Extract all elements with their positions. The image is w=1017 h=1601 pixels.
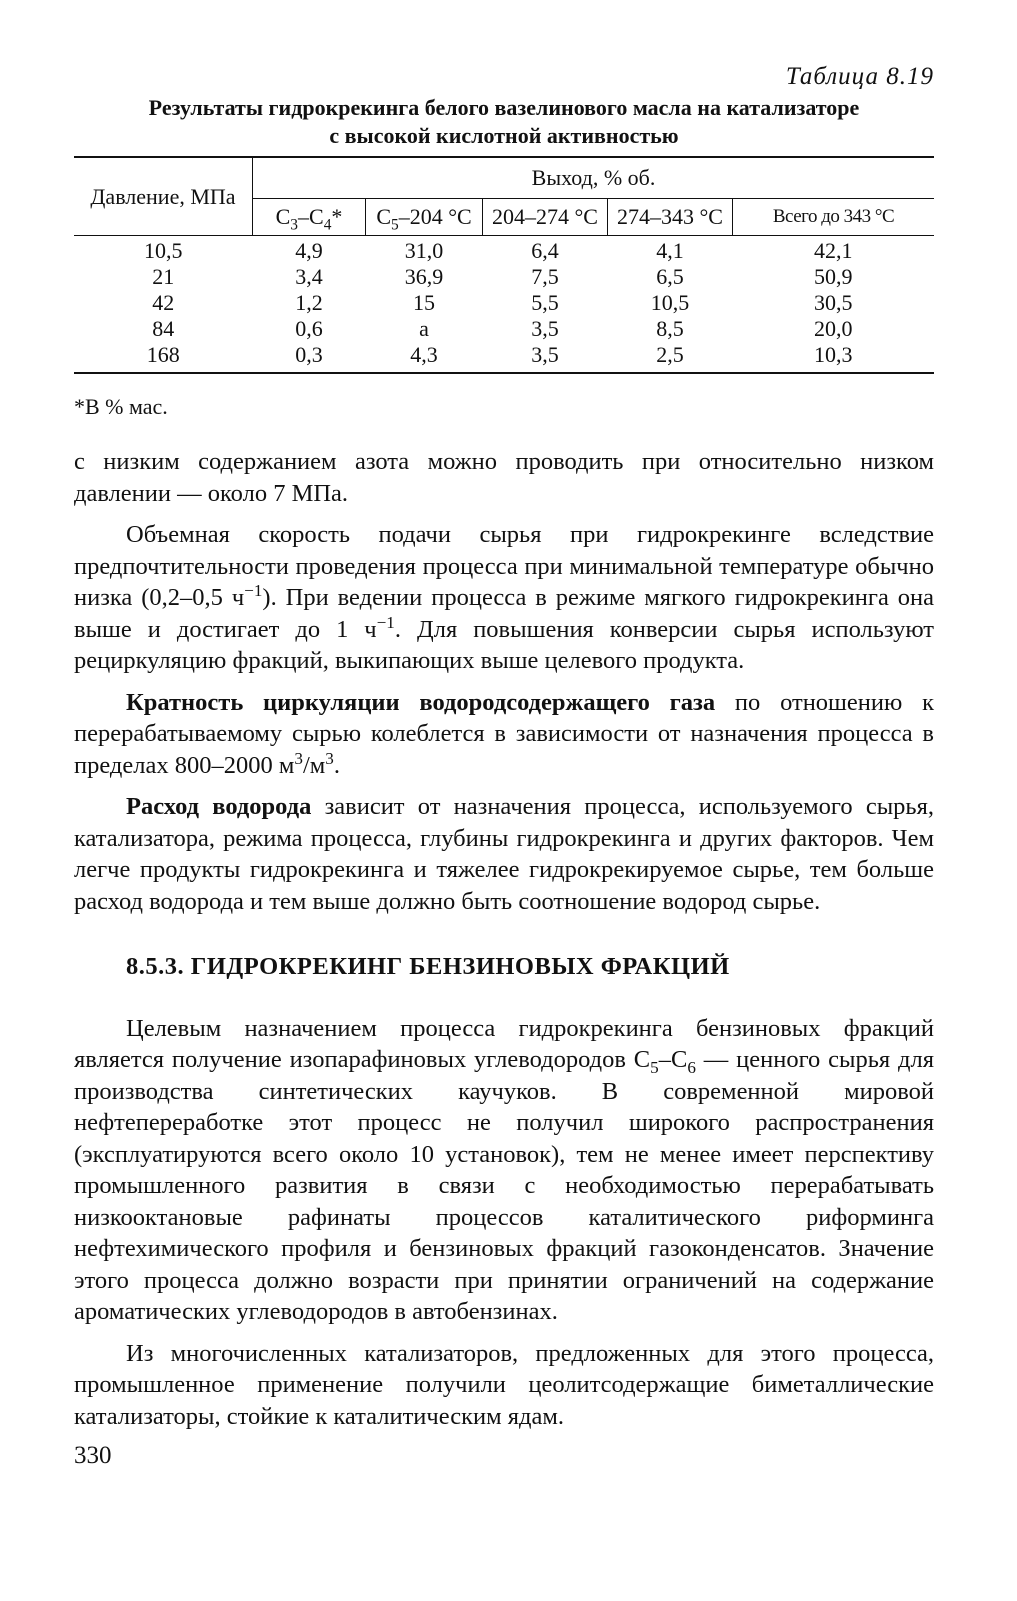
table-cell: 31,0 — [366, 236, 483, 265]
table-cell: 3,5 — [531, 316, 559, 341]
table-cell: 10,5 — [74, 236, 253, 265]
yield-header: Выход, % об. — [253, 157, 935, 199]
table-row — [74, 342, 934, 373]
table-cell: 6,4 — [483, 236, 608, 265]
table-row — [74, 236, 934, 265]
table-cell: 3,5 — [483, 342, 608, 373]
body-text — [74, 446, 934, 1432]
table-cell: 4,3 — [366, 342, 483, 373]
paragraph-6: Из многочисленных катализаторов, предложенных для этого процесса, промышленное применение получили цеолитсодержащие биметаллические катализаторы, стойкие к каталитическим ядам. — [74, 1339, 934, 1430]
table-cell: 36,9 — [404, 264, 444, 289]
col-header-c5-204: $C_5-204$ °C — [366, 199, 483, 236]
table-cell: 42,1 — [733, 236, 935, 265]
table-cell: 5,5 — [531, 290, 559, 315]
table-title — [74, 94, 934, 150]
table-cell: 2,5 — [608, 342, 733, 373]
term-circulation: Кратность циркуляции водородсодержащего газа — [126, 688, 716, 716]
table-cell: 1,2 — [295, 290, 323, 315]
term-hydrogen-consumption: Расход водорода — [126, 793, 312, 820]
col-header-204-274: 204–274 °C — [483, 199, 608, 236]
col-header-274-343: 274–343 °C — [608, 199, 733, 236]
pressure-header: Давление, МПа — [74, 157, 253, 236]
table-cell: 10,5 — [650, 290, 690, 315]
table-cell: 42 — [152, 290, 175, 315]
table-title-line-1: Результаты гидрокрекинга белого вазелинового масла на катализаторе — [148, 95, 860, 120]
table-cell: 8,5 — [656, 316, 684, 341]
table-cell: 4,1 — [608, 236, 733, 265]
table-cell: 0,6 — [295, 316, 323, 341]
table-cell: 6,5 — [656, 264, 684, 289]
paragraph-3: Кратность циркуляции водородсодержащего газа по отношению к перерабатываемому сырью колеблется в зависимости от назначения процесса в пределах 800–2000 $м^3/м^3$. — [74, 688, 935, 779]
paragraph-5: Целевым назначением процесса гидрокрекинга бензиновых фракций является получение изопарафиновых углеводородов $С_5-С_6$ — ценного сырья для производства синтетических каучуков. В современной мировой нефтепереработке этот процесс не получил широкого распространения (эксплуатируются всего около 10 установок), тем не менее имеет перспективу промышленного развития в связи с необходимостью перерабатывать низкооктановые рафинаты процессов каталитического риформинга нефтехимического профиля и бензиновых фракций газоконденсатов. Значение этого процесса должно возрасти при принятии ограничений на содержание ароматических углеводородов в автобензинах. — [74, 1014, 934, 1325]
page-number: 330 — [74, 1442, 112, 1469]
table-cell: 0,3 — [253, 342, 366, 373]
col-header-c3c4: $C_3-C_4*$ — [253, 199, 366, 236]
table-cell: 30,5 — [814, 290, 853, 315]
table-cell: 168 — [74, 342, 253, 373]
paragraph-1: с низким содержанием азота можно проводить при относительно низком давлении — около 7 МПа. — [74, 448, 934, 507]
table-title-line-2: с высокой кислотной активностью — [329, 123, 679, 148]
table-cell: 50,9 — [814, 264, 853, 289]
table-cell: 7,5 — [531, 264, 559, 289]
table-caption-label: Таблица 8.19 — [785, 63, 934, 90]
table-footnote: *В % мас. — [74, 394, 168, 419]
table-cell: 84 — [152, 316, 175, 341]
table-row — [74, 316, 934, 342]
table-row — [74, 264, 934, 290]
table-row — [74, 290, 934, 316]
results-table — [74, 156, 934, 374]
table-cell: 3,4 — [295, 264, 323, 289]
table-cell: 10,3 — [733, 342, 935, 373]
table-cell: 20,0 — [814, 316, 853, 341]
paragraph-2: Объемная скорость подачи сырья при гидрокрекинге вследствие предпочтительности проведения процесса при минимальной температуре обычно низка (0,2–0,5 $ч^{-1}$). При ведении процесса в режиме мягкого гидрокрекинга она выше и достигает до 1 $ч^{-1}$. Для повышения конверсии сырья используют рециркуляцию фракций, выкипающих выше целевого продукта. — [74, 521, 934, 674]
book-page — [74, 62, 934, 1470]
table-cell: 21 — [152, 264, 175, 289]
table-cell: а — [419, 316, 429, 341]
table-cell: 4,9 — [253, 236, 366, 265]
paragraph-4: Расход водорода зависит от назначения процесса, используемого сырья, катализатора, режима процесса, глубины гидрокрекинга и других факторов. Чем легче продукты гидрокрекинга и тяжелее гидрокрекируемое сырье, тем больше расход водорода и тем выше должно быть соотношение водород сырье. — [74, 793, 934, 915]
table-cell: 15 — [413, 290, 435, 315]
section-heading: 8.5.3. ГИДРОКРЕКИНГ БЕНЗИНОВЫХ ФРАКЦИЙ — [126, 953, 730, 980]
col-header-total: Всего до 343 °C — [733, 199, 935, 236]
